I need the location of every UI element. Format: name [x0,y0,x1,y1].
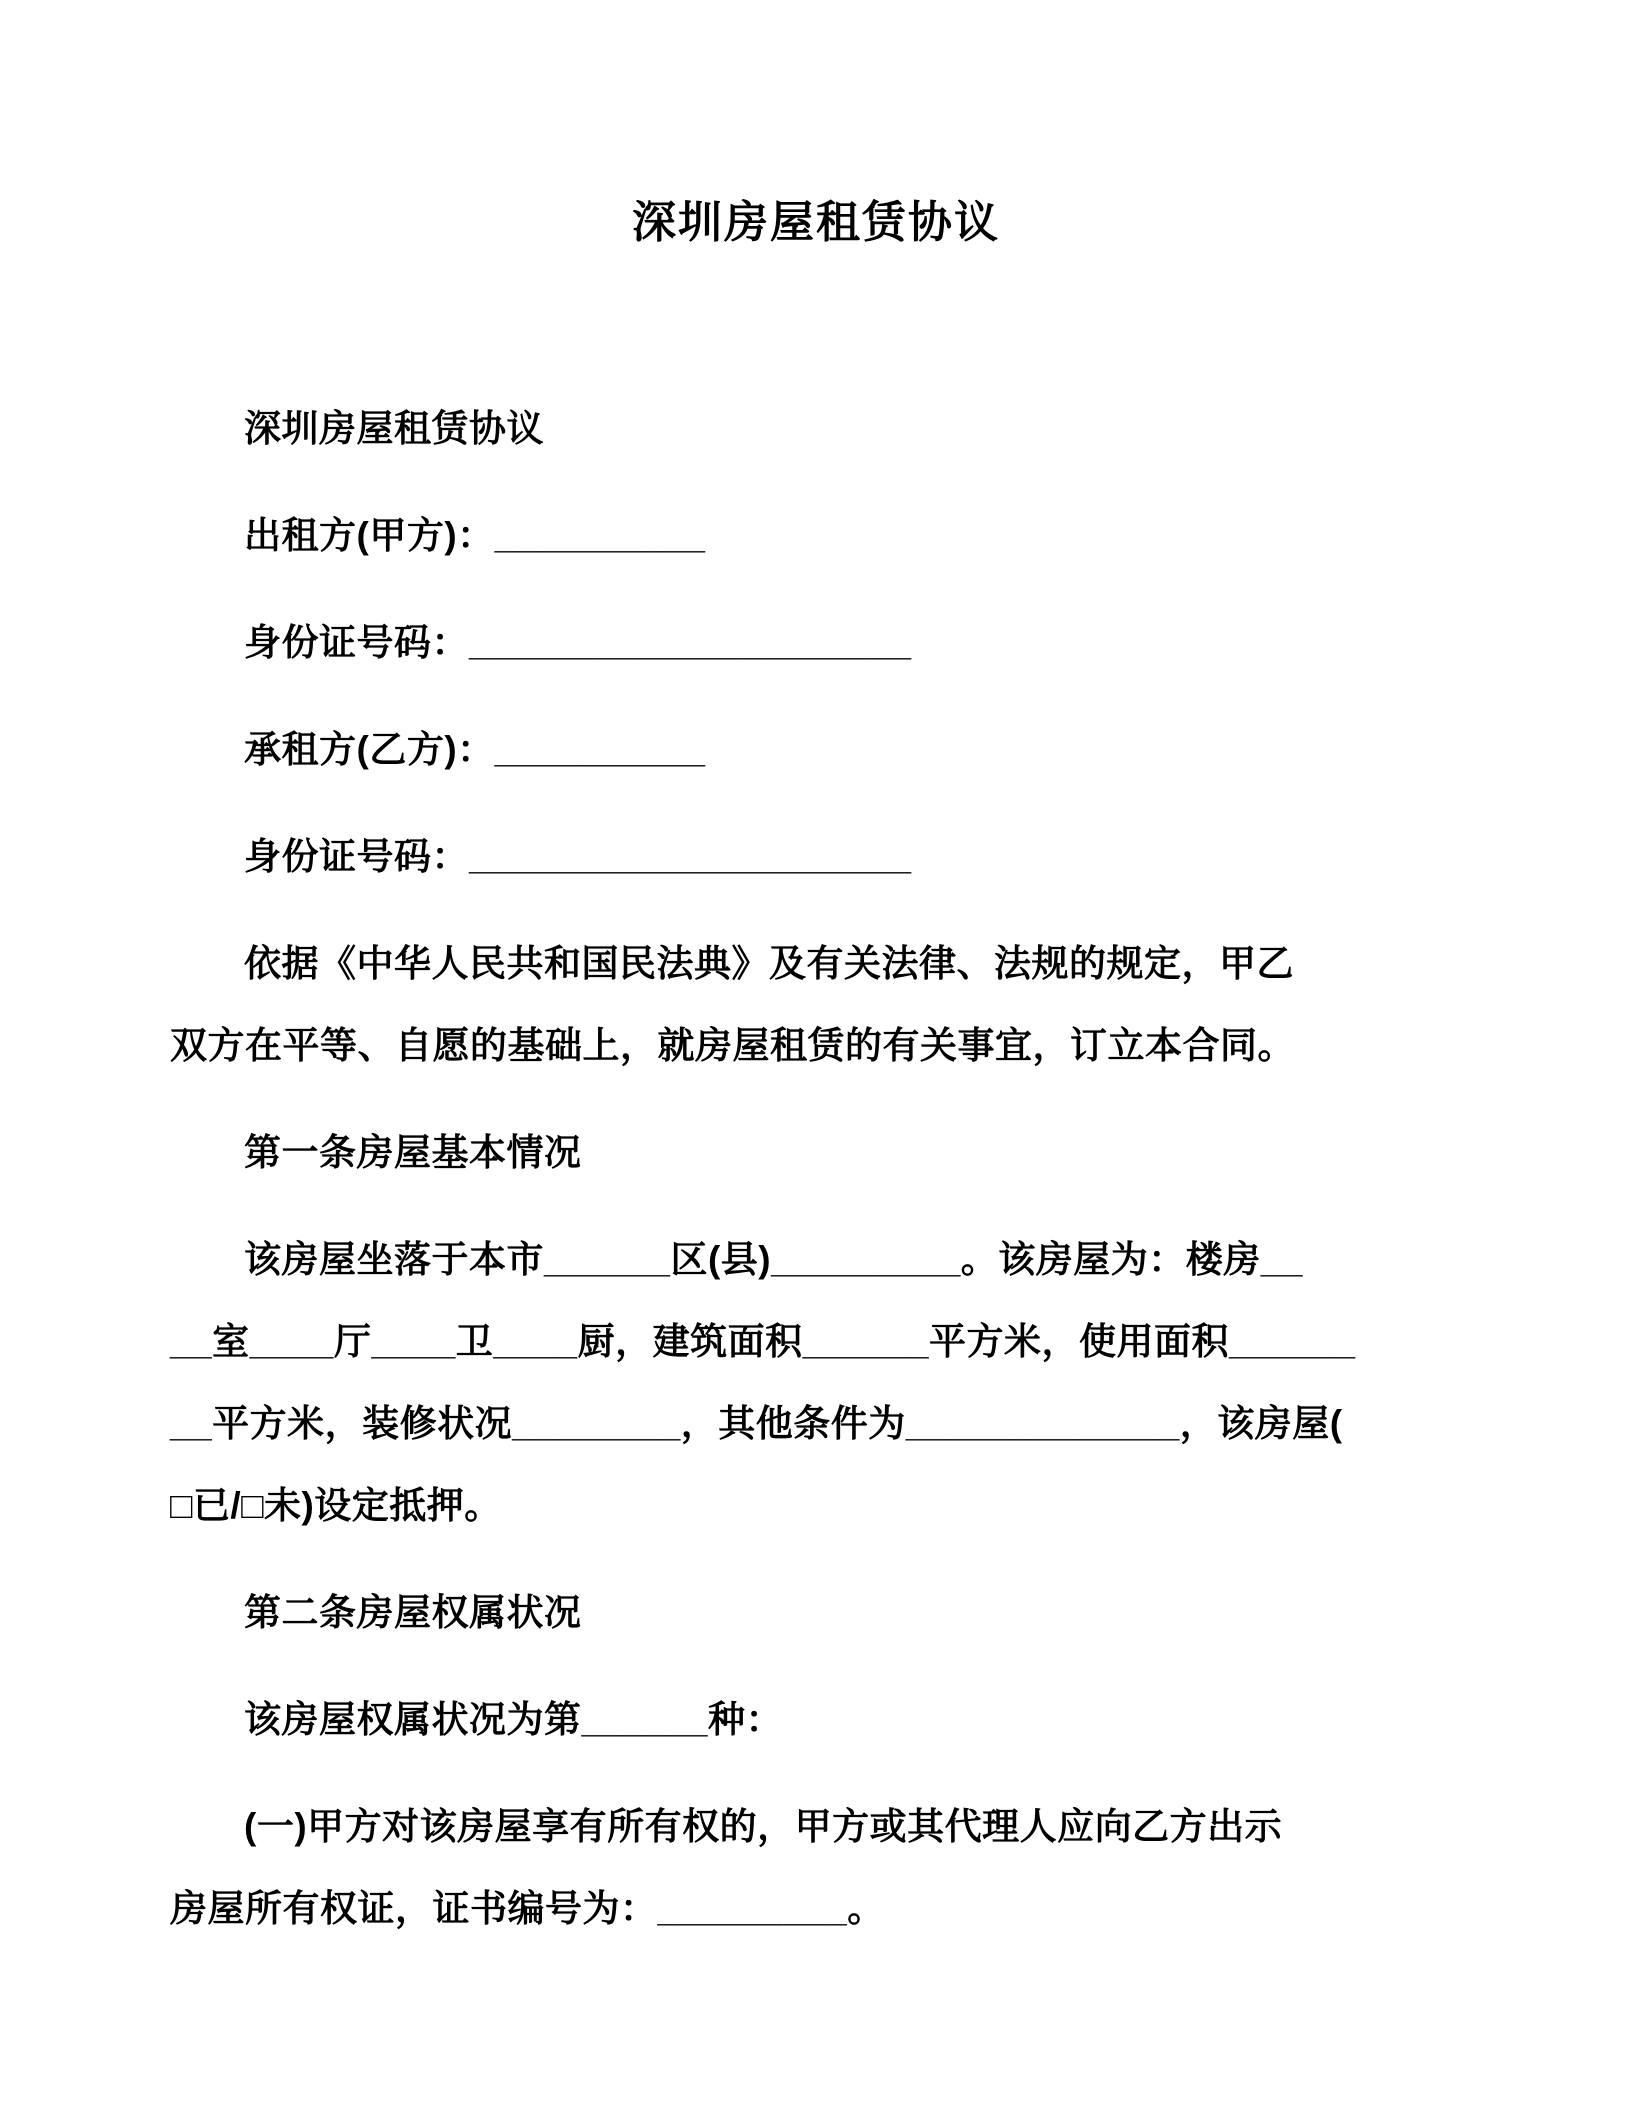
paragraph-line: 出租方(甲方)：__________ [244,515,706,556]
paragraph-line: __室____厅____卫____厨，建筑面积______平方米，使用面积______ [170,1321,1356,1362]
paragraph-line: 该房屋坐落于本市______区(县)_________。该房屋为：楼房__ [244,1239,1303,1280]
paragraph-line: __平方米，装修状况________，其他条件为_____________，该房屋( [170,1403,1343,1444]
page-title: 深圳房屋租赁协议 [632,198,1000,247]
paragraph-line: 该房屋权属状况为第______种： [244,1699,783,1740]
paragraph-line: 身份证号码：_____________________ [244,622,912,663]
paragraph-line: (一)甲方对该房屋享有所有权的，甲方或其代理人应向乙方出示 [244,1806,1283,1847]
paragraph-list [170,388,1462,1950]
paragraph-line: 深圳房屋租赁协议 [244,408,544,449]
paragraph-line: 双方在平等、自愿的基础上，就房屋租赁的有关事宜，订立本合同。 [170,1025,1295,1066]
paragraph-line: □已/□未)设定抵押。 [170,1485,502,1526]
paragraph-line: 承租方(乙方)：__________ [244,729,706,770]
paragraph-line: 第二条房屋权属状况 [244,1592,582,1633]
paragraph-line: 第一条房屋基本情况 [244,1132,582,1173]
paragraph-line: 身份证号码：_____________________ [244,836,912,877]
paragraph-line: 房屋所有权证，证书编号为：_________。 [170,1888,885,1929]
paragraph-line: 依据《中华人民共和国民法典》及有关法律、法规的规定，甲乙 [244,943,1294,984]
